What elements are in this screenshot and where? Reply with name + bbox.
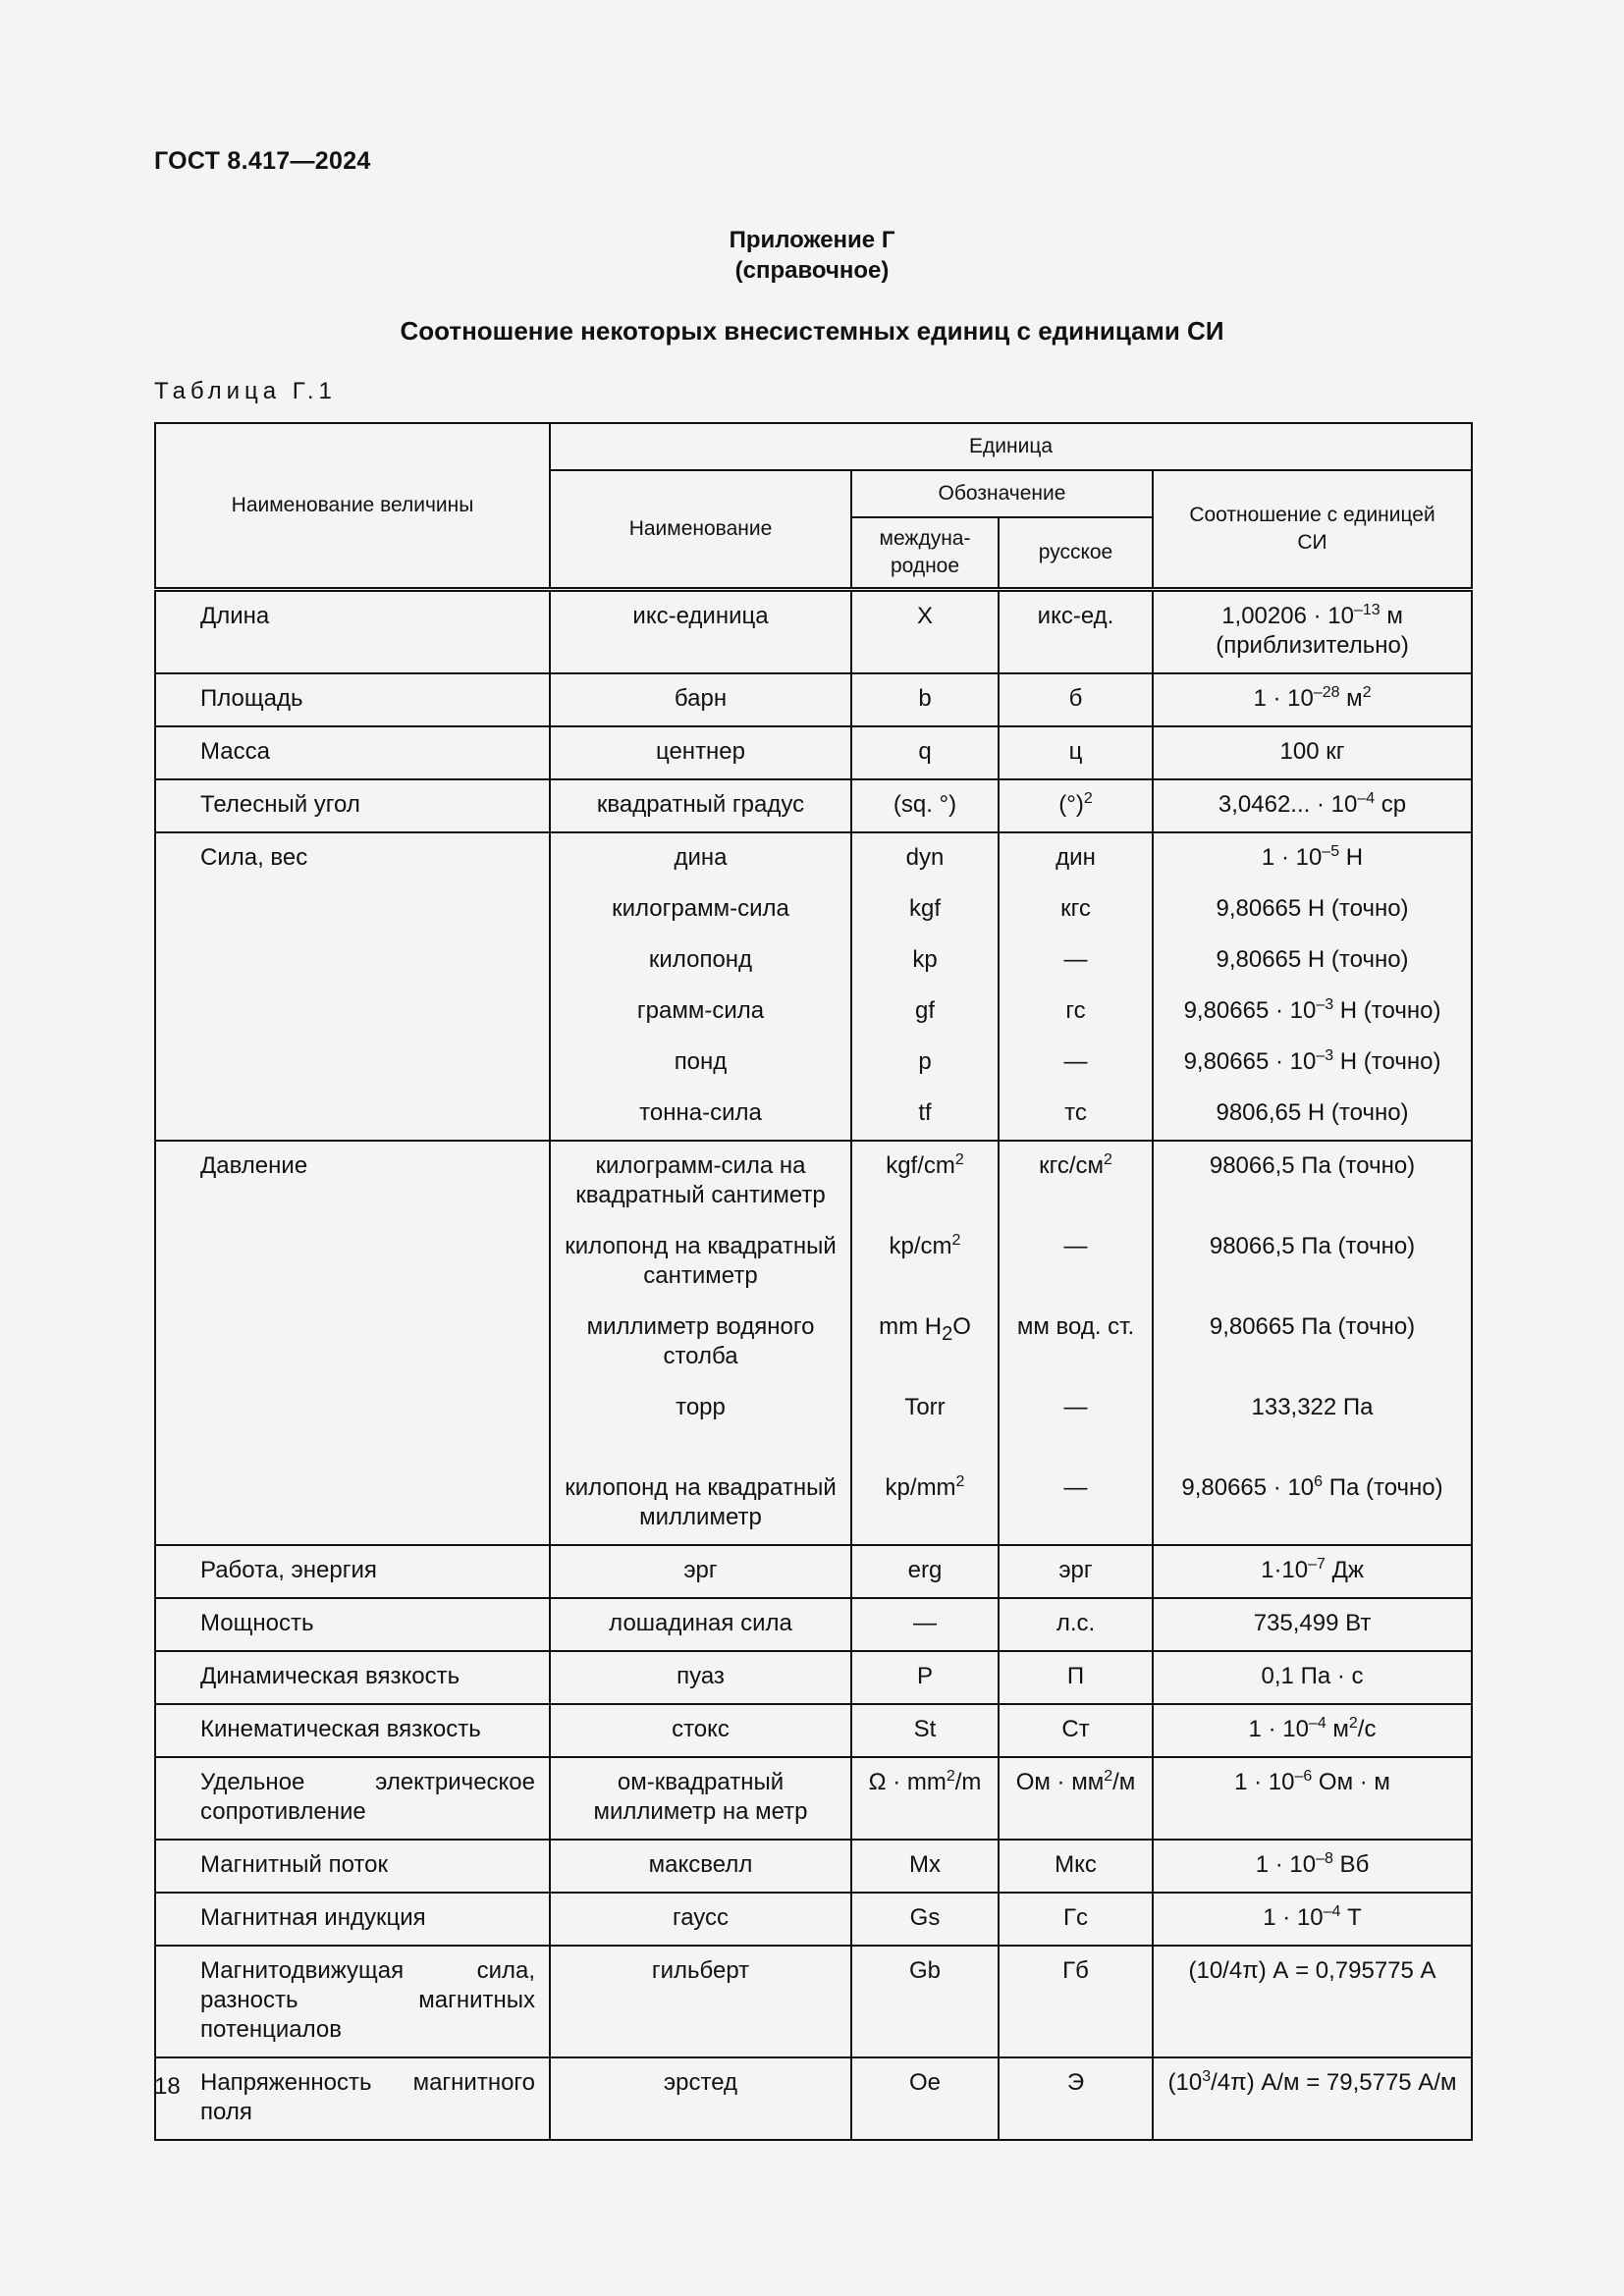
intl-symbol-cell [851,779,999,832]
header-designation: Обозначение [851,470,1153,517]
intl-symbol-cell [851,1757,999,1840]
rus-symbol-cell [999,2057,1153,2140]
unit-value: 100 кг [1279,738,1345,765]
unit-value: центнер [655,738,746,765]
table-row [155,832,1472,1141]
unit-name-cell [550,590,851,674]
si-relation-cell [1153,726,1472,779]
quantity-cell: Площадь [155,673,550,726]
units-table [154,422,1473,2141]
rus-symbol-cell [999,1840,1153,1893]
unit-value: $1,00206 \cdot 10^{-13}$ м (приблизительно) [1216,602,1409,659]
unit-value: (10/4π) А = 0,795775 А [1188,1957,1436,1984]
quantity-cell: Напряженность магнитного поля [155,2057,550,2140]
unit-value: 133,322 Па [1251,1394,1374,1420]
quantity-cell: Длина [155,590,550,674]
unit-value: тс [1064,1099,1087,1126]
appendix-title: Приложение Г [729,227,895,253]
intl-symbol-cell [851,1141,999,1545]
unit-value: erg [907,1557,943,1583]
document-header: ГОСТ 8.417—2024 [154,147,371,175]
quantity-cell: Мощность [155,1598,550,1651]
intl-symbol-cell [851,1651,999,1704]
si-relation-cell [1153,1704,1472,1757]
unit-value: пуаз [677,1663,725,1689]
unit-value: mm $H_2O$ [879,1313,971,1345]
unit-value: 0,1 Па · с [1261,1663,1364,1689]
unit-value: килограмм-сила на квадратный сантиметр [575,1152,826,1208]
unit-value: $(10^3/4\pi) А/м = 79,5775$ А/м [1167,2068,1457,2096]
table-row [155,1757,1472,1840]
si-relation-cell [1153,1141,1472,1545]
unit-value: эрг [1058,1557,1093,1583]
unit-name-cell [550,726,851,779]
unit-value: Gs [909,1904,941,1931]
unit-value: dyn [905,844,945,871]
unit-value: $1 \cdot 10^{-8}$ Вб [1255,1850,1370,1878]
unit-value: $9,80665 \cdot 10^6$ Па (точно) [1181,1473,1443,1501]
table-row [155,1946,1472,2057]
unit-value: 9,80665 Па (точно) [1209,1313,1416,1340]
unit-value: барн [674,685,728,712]
unit-name-cell [550,1598,851,1651]
unit-value: $1 \cdot 10^{-6}$ Ом · м [1234,1768,1390,1795]
intl-symbol-cell [851,1545,999,1598]
table-row [155,673,1472,726]
unit-value: кгс [1060,895,1091,922]
unit-value: гаусс [672,1904,730,1931]
unit-value: $1\cdot 10^{-7}$ Дж [1261,1556,1364,1583]
unit-name-cell [550,1141,851,1545]
unit-value: эрстед [663,2069,738,2096]
unit-value: П [1066,1663,1085,1689]
unit-value: лошадиная сила [609,1610,792,1636]
unit-value: X [916,603,933,629]
intl-symbol-cell [851,832,999,1141]
table-row [155,590,1472,674]
header-intl: междуна- родное [851,517,999,590]
table-row [155,1141,1472,1545]
quantity-cell: Удельное электрическое сопротивление [155,1757,550,1840]
rus-symbol-cell [999,590,1153,674]
table-row [155,1545,1472,1598]
unit-value: ц [1068,738,1083,765]
quantity-cell: Телесный угол [155,779,550,832]
unit-value: P [916,1663,933,1689]
table-row [155,1651,1472,1704]
unit-value: дин [1056,844,1096,871]
unit-value: $\Omega \cdot mm^2/m$ [868,1768,982,1795]
header-si: Соотношение с единицей СИ [1153,470,1472,590]
unit-value: — [1063,1048,1088,1075]
unit-value: $1 \cdot 10^{-4}$ $м^2/с$ [1248,1715,1377,1742]
rus-symbol-cell [999,1704,1153,1757]
table-body [155,590,1472,2141]
unit-name-cell [550,1946,851,2057]
unit-name-cell [550,1757,851,1840]
rus-symbol-cell [999,1757,1153,1840]
unit-value: gf [914,997,935,1024]
unit-value: килопонд на квадратный сантиметр [565,1233,837,1289]
unit-value: грамм-сила [636,997,765,1024]
table-row [155,1840,1472,1893]
unit-value: Ом · $мм^2/м$ [1015,1768,1136,1795]
appendix-kind: (справочное) [734,257,890,284]
unit-value: (sq. °) [893,791,957,818]
intl-symbol-cell [851,1893,999,1946]
unit-value: Oe [908,2069,941,2096]
unit-name-cell [550,2057,851,2140]
intl-symbol-cell [851,1946,999,2057]
si-relation-cell [1153,1598,1472,1651]
si-relation-cell [1153,1545,1472,1598]
unit-value: — [913,1610,937,1636]
unit-value: б [1068,685,1083,712]
unit-value: 98066,5 Па (точно) [1209,1152,1416,1179]
unit-value: тонна-сила [639,1099,762,1126]
intl-symbol-cell [851,1704,999,1757]
table-row [155,1704,1472,1757]
page-number: 18 [154,2073,181,2100]
unit-value: эрг [683,1557,718,1583]
rus-symbol-cell [999,779,1153,832]
unit-value: $kp/cm^2$ [889,1232,961,1259]
unit-value: $1 \cdot 10^{-4}$ Т [1263,1903,1362,1931]
unit-name-cell [550,1651,851,1704]
unit-value: Гб [1062,1957,1089,1984]
quantity-cell: Сила, вес [155,832,550,1141]
unit-value: миллиметр водяного столба [586,1313,815,1369]
unit-value: килопонд [648,946,753,973]
header-quantity: Наименование величины [155,423,550,590]
header-unit-name: Наименование [550,470,851,590]
unit-value: $1 \cdot 10^{-28}$ $м^2$ [1253,684,1372,712]
unit-name-cell [550,832,851,1141]
unit-name-cell [550,673,851,726]
unit-value: Gb [908,1957,941,1984]
si-relation-cell [1153,1651,1472,1704]
si-relation-cell [1153,1893,1472,1946]
intl-symbol-cell [851,1598,999,1651]
intl-symbol-cell [851,1840,999,1893]
unit-value: $kp/mm^2$ [885,1473,965,1501]
unit-value: икс-единица [632,603,769,629]
intl-symbol-cell [851,673,999,726]
unit-value: дина [674,844,728,871]
unit-value: икс-ед. [1037,603,1114,629]
intl-symbol-cell [851,726,999,779]
unit-value: — [1063,1233,1088,1259]
unit-value: гильберт [651,1957,750,1984]
unit-value: Ст [1061,1716,1090,1742]
unit-value: kp [912,946,938,973]
si-relation-cell [1153,1840,1472,1893]
unit-value: $9,80665 \cdot 10^{-3}$ Н (точно) [1183,1047,1441,1075]
rus-symbol-cell [999,1893,1153,1946]
table-row [155,1598,1472,1651]
unit-value: Мкс [1055,1851,1097,1878]
section-title: Соотношение некоторых внесистемных единиц с единицами СИ [400,316,1224,346]
unit-value: л.с. [1056,1610,1096,1636]
unit-value: 9,80665 Н (точно) [1216,895,1409,922]
table-row [155,2057,1472,2140]
unit-value: гс [1065,997,1086,1024]
rus-symbol-cell [999,1141,1153,1545]
unit-value: Э [1066,2069,1085,2096]
rus-symbol-cell [999,1598,1153,1651]
unit-value: kgf/$cm^2$ [886,1151,964,1179]
quantity-cell: Магнитный поток [155,1840,550,1893]
unit-value: понд [674,1048,728,1075]
unit-value: 735,499 Вт [1253,1610,1372,1636]
si-relation-cell [1153,779,1472,832]
header-unit-group: Единица [550,423,1472,470]
unit-name-cell [550,1545,851,1598]
unit-value: tf [918,1099,932,1126]
unit-value: p [918,1048,932,1075]
si-relation-cell [1153,673,1472,726]
unit-value: 9,80665 Н (точно) [1216,946,1409,973]
table-row [155,726,1472,779]
quantity-cell: Работа, энергия [155,1545,550,1598]
rus-symbol-cell [999,1946,1153,2057]
unit-value: килопонд на квадратный миллиметр [565,1474,837,1530]
si-relation-cell [1153,2057,1472,2140]
si-relation-cell [1153,832,1472,1141]
si-relation-cell [1153,1757,1472,1840]
unit-value: — [1063,1394,1088,1420]
unit-value: 98066,5 Па (точно) [1209,1233,1416,1259]
rus-symbol-cell [999,832,1153,1141]
unit-value: торр [676,1394,726,1420]
unit-value: Mx [909,1851,941,1878]
unit-value: килограмм-сила [612,895,789,922]
quantity-cell: Магнитодвижущая сила, разность магнитных потенциалов [155,1946,550,2057]
rus-symbol-cell [999,726,1153,779]
unit-value: kgf [908,895,941,922]
unit-value: стокс [672,1716,730,1742]
unit-name-cell [550,1704,851,1757]
quantity-cell: Масса [155,726,550,779]
rus-symbol-cell [999,1545,1153,1598]
unit-value: St [913,1716,937,1742]
unit-value: квадратный градус [596,791,805,818]
si-relation-cell [1153,1946,1472,2057]
unit-value: ом-квадратный миллиметр на метр [593,1769,808,1825]
unit-value: Torr [904,1394,946,1420]
unit-value: q [918,738,932,765]
unit-value: $9,80665 \cdot 10^{-3}$ Н (точно) [1183,996,1441,1024]
unit-value: (°)$^2$ [1058,790,1093,818]
unit-value: 9806,65 Н (точно) [1216,1099,1409,1126]
unit-value: $1 \cdot 10^{-5}$ Н [1261,843,1364,871]
unit-value: — [1063,946,1088,973]
unit-value: максвелл [648,1851,753,1878]
unit-value: — [1063,1474,1088,1501]
unit-name-cell [550,779,851,832]
table-caption: Таблица Г.1 [154,378,337,404]
quantity-cell: Кинематическая вязкость [155,1704,550,1757]
quantity-cell: Магнитная индукция [155,1893,550,1946]
unit-value: Гс [1063,1904,1088,1931]
quantity-cell: Давление [155,1141,550,1545]
intl-symbol-cell [851,590,999,674]
rus-symbol-cell [999,673,1153,726]
quantity-cell: Динамическая вязкость [155,1651,550,1704]
table-row [155,1893,1472,1946]
unit-value: мм вод. ст. [1016,1313,1135,1340]
unit-value: 3,0462... · $10^{-4}$ ср [1218,790,1407,818]
table-row [155,779,1472,832]
intl-symbol-cell [851,2057,999,2140]
unit-value: кгс/$см^2$ [1039,1151,1112,1179]
unit-name-cell [550,1840,851,1893]
rus-symbol-cell [999,1651,1153,1704]
si-relation-cell [1153,590,1472,674]
header-rus: русское [999,517,1153,590]
unit-name-cell [550,1893,851,1946]
unit-value: b [918,685,932,712]
